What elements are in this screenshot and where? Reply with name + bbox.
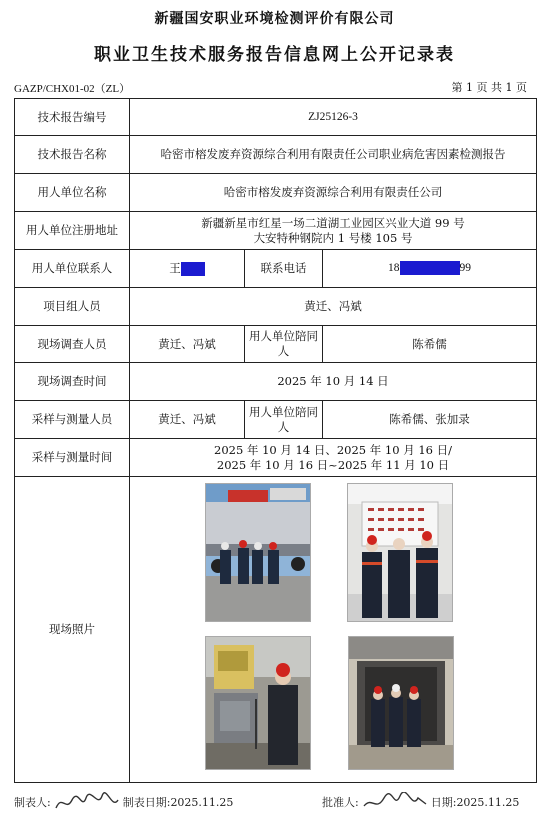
record-table	[14, 98, 537, 783]
document-title: 职业卫生技术服务报告信息网上公开记录表	[94, 45, 455, 65]
row-employer-name	[15, 174, 537, 212]
site-photo-4	[348, 636, 454, 770]
row-contact	[15, 250, 537, 288]
footer-approved	[322, 792, 519, 814]
value-employer-name: 哈密市榕发废弃资源综合利用有限责任公司	[130, 174, 537, 212]
row-site-survey-staff	[15, 326, 537, 363]
site-photo-2	[347, 483, 453, 622]
redaction-block	[400, 261, 460, 275]
site-photo-3	[205, 636, 311, 770]
value-sampling-escort: 陈希儒、张加录	[323, 401, 537, 439]
redaction-block	[181, 262, 205, 276]
prepared-by-label: 制表人:	[14, 796, 51, 809]
label-sampling-time: 采样与测量时间	[15, 439, 130, 477]
photos-cell	[130, 477, 537, 783]
row-sampling-time	[15, 439, 537, 477]
prepared-by-signature	[54, 792, 120, 814]
label-employer-address: 用人单位注册地址	[15, 212, 130, 250]
value-report-no: ZJ25126-3	[130, 99, 537, 136]
site-photo-2-image	[348, 484, 452, 621]
label-report-no: 技术报告编号	[15, 99, 130, 136]
row-report-no	[15, 99, 537, 136]
photo-grid	[130, 477, 536, 782]
address-line-1: 新疆新星市红星一场二道湖工业园区兴业大道 99 号	[201, 215, 465, 230]
label-survey-escort: 用人单位陪同人	[245, 326, 323, 363]
site-photo-1	[205, 483, 311, 622]
prepared-date-label: 制表日期:	[122, 796, 171, 809]
approved-date: 2025.11.25	[456, 796, 520, 809]
row-report-name	[15, 136, 537, 174]
value-phone	[323, 250, 537, 288]
prepared-date: 2025.11.25	[170, 796, 234, 809]
value-project-members: 黄迁、冯斌	[130, 288, 537, 326]
phone-suffix: 99	[459, 262, 472, 274]
approved-by-signature	[362, 792, 428, 814]
value-survey-escort: 陈希儒	[323, 326, 537, 363]
label-report-name: 技术报告名称	[15, 136, 130, 174]
label-site-survey-time: 现场调查时间	[15, 363, 130, 401]
site-photo-3-image	[206, 637, 310, 769]
value-site-survey-staff: 黄迁、冯斌	[130, 326, 245, 363]
sampling-time-line-1: 2025 年 10 月 14 日、2025 年 10 月 16 日/	[214, 442, 453, 457]
label-phone: 联系电话	[245, 250, 323, 288]
value-site-survey-time: 2025 年 10 月 14 日	[130, 363, 537, 401]
row-sampling-staff	[15, 401, 537, 439]
value-employer-address	[130, 212, 537, 250]
value-contact-name	[130, 250, 245, 288]
form-code: GAZP/CHX01-02（ZL）	[14, 83, 131, 95]
value-sampling-time	[130, 439, 537, 477]
footer-prepared	[14, 792, 233, 814]
site-photo-1-image	[206, 484, 310, 621]
label-project-members: 项目组人员	[15, 288, 130, 326]
approved-by-label: 批准人:	[322, 796, 359, 809]
row-employer-address	[15, 212, 537, 250]
site-photo-4-image	[349, 637, 453, 769]
row-project-members	[15, 288, 537, 326]
row-site-survey-time	[15, 363, 537, 401]
approved-date-label: 日期:	[430, 796, 457, 809]
label-site-photos: 现场照片	[15, 477, 130, 783]
contact-name-visible: 王	[169, 261, 181, 275]
label-contact: 用人单位联系人	[15, 250, 130, 288]
phone-prefix: 18	[388, 262, 400, 274]
value-report-name: 哈密市榕发废弃资源综合利用有限责任公司职业病危害因素检测报告	[130, 136, 537, 174]
address-line-2: 大安特种钢院内 1 号楼 105 号	[253, 230, 413, 245]
page-info: 第 1 页 共 1 页	[451, 81, 527, 94]
label-sampling-staff: 采样与测量人员	[15, 401, 130, 439]
label-employer-name: 用人单位名称	[15, 174, 130, 212]
row-site-photos	[15, 477, 537, 783]
label-sampling-escort: 用人单位陪同人	[245, 401, 323, 439]
label-site-survey-staff: 现场调查人员	[15, 326, 130, 363]
org-name: 新疆国安职业环境检测评价有限公司	[154, 11, 395, 27]
sampling-time-line-2: 2025 年 10 月 16 日~2025 年 11 月 10 日	[216, 457, 450, 472]
value-sampling-staff: 黄迁、冯斌	[130, 401, 245, 439]
